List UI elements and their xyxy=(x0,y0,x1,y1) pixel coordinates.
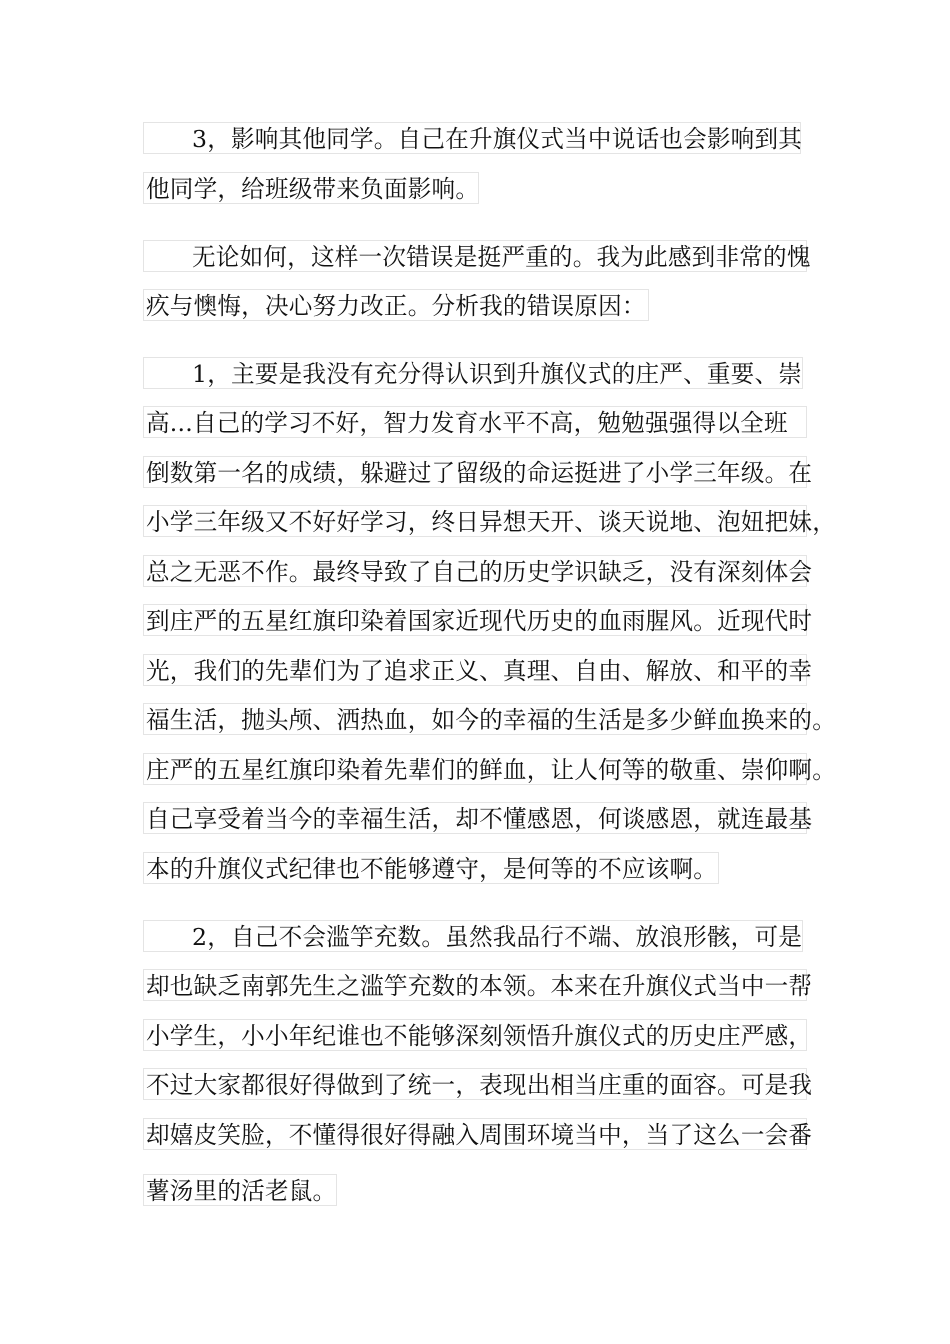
paragraph-3-line-11: 本的升旗仪式纪律也不能够遵守，是何等的不应该啊。 xyxy=(143,852,719,884)
paragraph-4-line-6: 薯汤里的活老鼠。 xyxy=(143,1174,337,1206)
paragraph-3-line-9: 庄严的五星红旗印染着先辈们的鲜血，让人何等的敬重、崇仰啊。 xyxy=(143,753,807,785)
paragraph-1-line-1: 3，影响其他同学。自己在升旗仪式当中说话也会影响到其 xyxy=(143,122,801,154)
paragraph-3-line-7: 光，我们的先辈们为了追求正义、真理、自由、解放、和平的幸 xyxy=(143,654,807,686)
paragraph-3-line-4: 小学三年级又不好好学习，终日异想天开、谈天说地、泡妞把妹， xyxy=(143,505,807,537)
paragraph-3-line-8: 福生活，抛头颅、洒热血，如今的幸福的生活是多少鲜血换来的。 xyxy=(143,703,807,735)
paragraph-3-line-2: 高...自己的学习不好，智力发育水平不高，勉勉强强得以全班 xyxy=(143,406,807,438)
paragraph-3-line-3: 倒数第一名的成绩，躲避过了留级的命运挺进了小学三年级。在 xyxy=(143,456,807,488)
paragraph-1-line-2: 他同学，给班级带来负面影响。 xyxy=(143,172,479,204)
paragraph-2-line-2: 疚与懊悔，决心努力改正。分析我的错误原因： xyxy=(143,289,649,321)
paragraph-2-line-1: 无论如何，这样一次错误是挺严重的。我为此感到非常的愧 xyxy=(143,240,807,272)
paragraph-4-line-5: 却嬉皮笑脸，不懂得很好得融入周围环境当中，当了这么一会番 xyxy=(143,1118,807,1150)
paragraph-4-line-2: 却也缺乏南郭先生之滥竽充数的本领。本来在升旗仪式当中一帮 xyxy=(143,969,807,1001)
paragraph-4-line-1: 2，自己不会滥竽充数。虽然我品行不端、放浪形骸，可是 xyxy=(143,920,803,952)
paragraph-4-line-4: 不过大家都很好得做到了统一，表现出相当庄重的面容。可是我 xyxy=(143,1068,807,1100)
paragraph-3-line-1: 1，主要是我没有充分得认识到升旗仪式的庄严、重要、崇 xyxy=(143,357,803,389)
paragraph-4-line-3: 小学生，小小年纪谁也不能够深刻领悟升旗仪式的历史庄严感， xyxy=(143,1019,807,1051)
paragraph-3-line-5: 总之无恶不作。最终导致了自己的历史学识缺乏，没有深刻体会 xyxy=(143,555,807,587)
paragraph-3-line-10: 自己享受着当今的幸福生活，却不懂感恩，何谈感恩，就连最基 xyxy=(143,802,807,834)
paragraph-3-line-6: 到庄严的五星红旗印染着国家近现代历史的血雨腥风。近现代时 xyxy=(143,604,807,636)
